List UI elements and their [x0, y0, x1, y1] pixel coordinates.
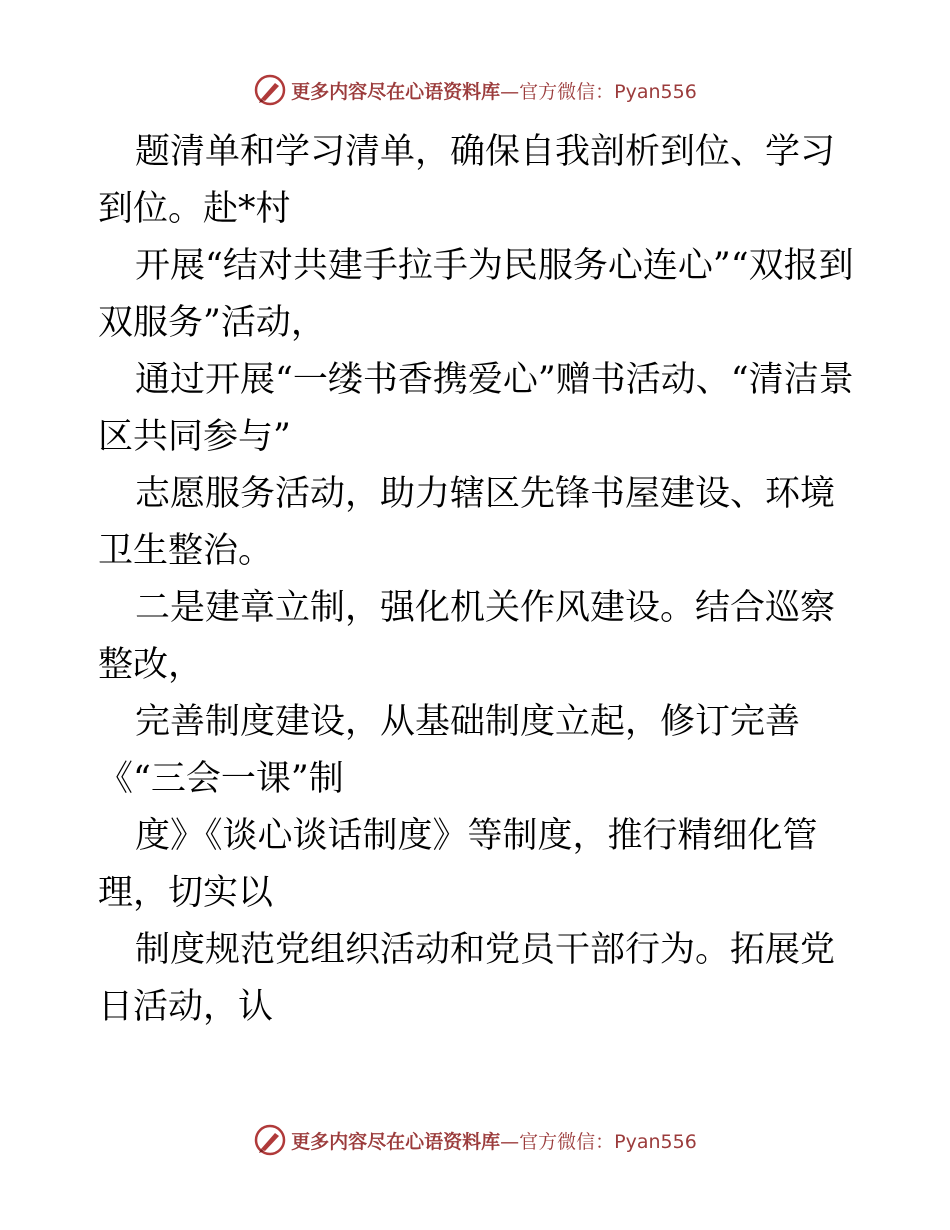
paragraph: 完善制度建设，从基础制度立起，修订完善	[135, 702, 801, 742]
paragraph: 度》《谈心谈话制度》等制度，推行精细化管理，切实以	[98, 816, 818, 913]
header-contact-text: —官方微信：Pyan556	[500, 80, 697, 103]
footer-brand-text: 更多内容尽在心语资料库	[291, 1130, 501, 1153]
paragraph: 二是建章立制，强化机关作风建设。结合巡察整改，	[98, 588, 836, 685]
paragraph: 通过开展“一缕书香携爱心”赠书活动、“清洁景区共同参与”	[98, 360, 854, 457]
page-footer-watermark	[0, 1120, 950, 1160]
paragraph: 开展“结对共建手拉手为民服务心连心”“双报到双服务”活动，	[98, 246, 854, 343]
footer-contact-text: —官方微信：Pyan556	[500, 1130, 697, 1153]
pen-circle-icon	[253, 1123, 287, 1157]
paragraph: 《“三会一课”制	[98, 759, 344, 799]
header-brand-text: 更多内容尽在心语资料库	[291, 80, 501, 103]
page-header-watermark	[0, 70, 950, 110]
pen-circle-icon	[253, 73, 287, 107]
paragraph: 志愿服务活动，助力辖区先锋书屋建设、环境卫生整治。	[98, 474, 836, 571]
document-body	[98, 124, 858, 1036]
paragraph: 题清单和学习清单，确保自我剖析到位、学习到位。赴*村	[98, 132, 836, 229]
paragraph: 制度规范党组织活动和党员干部行为。拓展党日活动，认	[98, 930, 836, 1027]
